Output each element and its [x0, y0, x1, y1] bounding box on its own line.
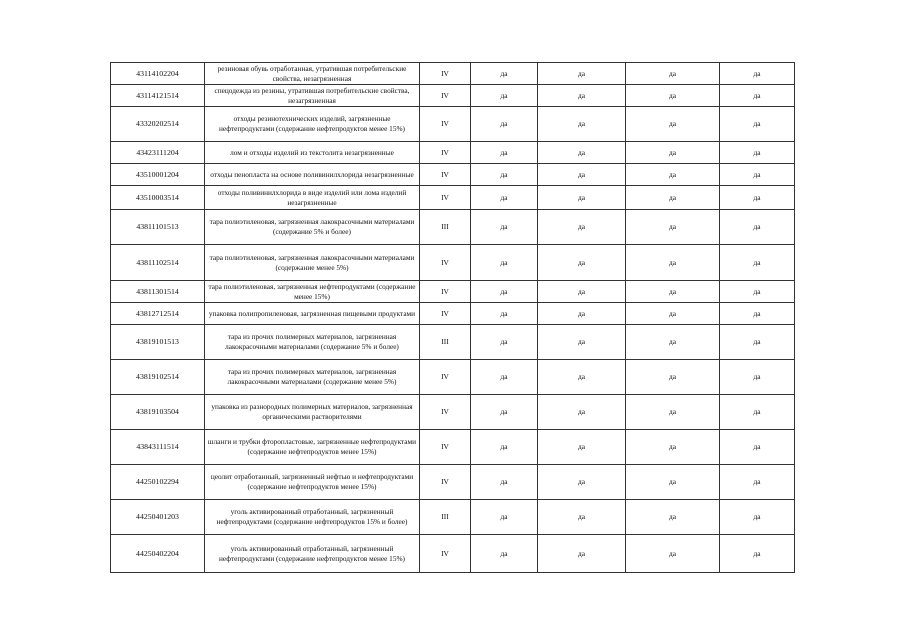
table-row	[111, 325, 795, 360]
flag-cell: да	[538, 210, 626, 245]
flag-cell: да	[720, 186, 795, 210]
flag-cell: да	[720, 85, 795, 107]
flag-cell: да	[538, 85, 626, 107]
flag-cell: да	[626, 85, 720, 107]
waste-name-cell: тара из прочих полимерных материалов, загрязненная лакокрасочными материалами (содержание 5% и более)	[205, 325, 420, 360]
flag-cell: да	[538, 164, 626, 186]
flag-cell: да	[538, 245, 626, 281]
flag-cell: да	[471, 85, 538, 107]
table-row	[111, 186, 795, 210]
flag-cell: да	[471, 245, 538, 281]
flag-cell: да	[626, 210, 720, 245]
flag-cell: да	[538, 465, 626, 500]
flag-cell: да	[720, 535, 795, 573]
waste-name-cell: цеолит отработанный, загрязненный нефтью и нефтепродуктами (содержание нефтепродуктов менее 15%)	[205, 465, 420, 500]
table-row	[111, 245, 795, 281]
flag-cell: да	[538, 303, 626, 325]
flag-cell: да	[471, 535, 538, 573]
table-row	[111, 465, 795, 500]
waste-name-cell: упаковка полипропиленовая, загрязненная пищевыми продуктами	[205, 303, 420, 325]
flag-cell: да	[538, 325, 626, 360]
flag-cell: да	[626, 107, 720, 142]
flag-cell: да	[538, 142, 626, 164]
hazard-class-cell: III	[420, 325, 471, 360]
flag-cell: да	[626, 142, 720, 164]
flag-cell: да	[626, 325, 720, 360]
table-row	[111, 210, 795, 245]
hazard-class-cell: IV	[420, 142, 471, 164]
waste-code-cell: 43510003514	[111, 186, 205, 210]
flag-cell: да	[720, 210, 795, 245]
hazard-class-cell: IV	[420, 395, 471, 430]
flag-cell: да	[626, 245, 720, 281]
table-row	[111, 500, 795, 535]
waste-code-cell: 43811101513	[111, 210, 205, 245]
hazard-class-cell: IV	[420, 430, 471, 465]
waste-table	[110, 62, 795, 573]
flag-cell: да	[471, 430, 538, 465]
flag-cell: да	[720, 164, 795, 186]
waste-code-cell: 43812712514	[111, 303, 205, 325]
flag-cell: да	[471, 465, 538, 500]
waste-name-cell: лом и отходы изделий из текстолита незагрязненные	[205, 142, 420, 164]
flag-cell: да	[626, 63, 720, 85]
flag-cell: да	[471, 210, 538, 245]
hazard-class-cell: IV	[420, 360, 471, 395]
flag-cell: да	[471, 325, 538, 360]
table-row	[111, 360, 795, 395]
hazard-class-cell: IV	[420, 281, 471, 303]
flag-cell: да	[720, 325, 795, 360]
waste-code-cell: 44250102294	[111, 465, 205, 500]
waste-name-cell: тара из прочих полимерных материалов, загрязненная лакокрасочными материалами (содержание менее 5%)	[205, 360, 420, 395]
waste-name-cell: шланги и трубки фторопластовые, загрязненные нефтепродуктами (содержание нефтепродуктов менее 15%)	[205, 430, 420, 465]
flag-cell: да	[626, 500, 720, 535]
flag-cell: да	[626, 535, 720, 573]
waste-code-cell: 44250401203	[111, 500, 205, 535]
hazard-class-cell: IV	[420, 107, 471, 142]
flag-cell: да	[471, 281, 538, 303]
waste-name-cell: отходы пенопласта на основе поливинилхлорида незагрязненные	[205, 164, 420, 186]
flag-cell: да	[720, 281, 795, 303]
flag-cell: да	[720, 500, 795, 535]
flag-cell: да	[720, 63, 795, 85]
flag-cell: да	[626, 186, 720, 210]
flag-cell: да	[626, 465, 720, 500]
flag-cell: да	[626, 430, 720, 465]
flag-cell: да	[538, 107, 626, 142]
waste-name-cell: отходы поливинилхлорида в виде изделий или лома изделий незагрязненные	[205, 186, 420, 210]
waste-code-cell: 43819103504	[111, 395, 205, 430]
flag-cell: да	[626, 281, 720, 303]
table-row	[111, 430, 795, 465]
flag-cell: да	[471, 63, 538, 85]
flag-cell: да	[538, 395, 626, 430]
table-row	[111, 281, 795, 303]
flag-cell: да	[538, 360, 626, 395]
hazard-class-cell: IV	[420, 186, 471, 210]
flag-cell: да	[538, 63, 626, 85]
flag-cell: да	[720, 107, 795, 142]
flag-cell: да	[471, 142, 538, 164]
flag-cell: да	[720, 142, 795, 164]
waste-code-cell: 43423111204	[111, 142, 205, 164]
waste-code-cell: 43819102514	[111, 360, 205, 395]
flag-cell: да	[471, 500, 538, 535]
flag-cell: да	[720, 360, 795, 395]
waste-name-cell: тара полиэтиленовая, загрязненная нефтепродуктами (содержание менее 15%)	[205, 281, 420, 303]
flag-cell: да	[626, 395, 720, 430]
table-row	[111, 303, 795, 325]
flag-cell: да	[626, 360, 720, 395]
flag-cell: да	[471, 303, 538, 325]
flag-cell: да	[538, 186, 626, 210]
waste-name-cell: спецодежда из резины, утратившая потребительские свойства, незагрязненная	[205, 85, 420, 107]
flag-cell: да	[471, 360, 538, 395]
flag-cell: да	[538, 281, 626, 303]
waste-code-cell: 43811301514	[111, 281, 205, 303]
flag-cell: да	[538, 430, 626, 465]
flag-cell: да	[626, 164, 720, 186]
hazard-class-cell: IV	[420, 465, 471, 500]
waste-code-cell: 44250402204	[111, 535, 205, 573]
waste-table-body	[111, 63, 795, 573]
table-row	[111, 107, 795, 142]
waste-name-cell: уголь активированный отработанный, загрязненный нефтепродуктами (содержание нефтепродуктов менее 15%)	[205, 535, 420, 573]
waste-code-cell: 43320202514	[111, 107, 205, 142]
flag-cell: да	[626, 303, 720, 325]
flag-cell: да	[720, 430, 795, 465]
waste-code-cell: 43843111514	[111, 430, 205, 465]
waste-code-cell: 43510001204	[111, 164, 205, 186]
flag-cell: да	[720, 395, 795, 430]
flag-cell: да	[538, 535, 626, 573]
waste-name-cell: тара полиэтиленовая, загрязненная лакокрасочными материалами (содержание 5% и более)	[205, 210, 420, 245]
flag-cell: да	[471, 186, 538, 210]
waste-code-cell: 43811102514	[111, 245, 205, 281]
hazard-class-cell: IV	[420, 85, 471, 107]
waste-name-cell: отходы резинотехнических изделий, загрязненные нефтепродуктами (содержание нефтепродуктов менее 15%)	[205, 107, 420, 142]
hazard-class-cell: III	[420, 500, 471, 535]
waste-name-cell: упаковка из разнородных полимерных материалов, загрязненная органическими растворителями	[205, 395, 420, 430]
flag-cell: да	[538, 500, 626, 535]
hazard-class-cell: IV	[420, 303, 471, 325]
flag-cell: да	[471, 395, 538, 430]
waste-code-cell: 43819101513	[111, 325, 205, 360]
hazard-class-cell: III	[420, 210, 471, 245]
flag-cell: да	[720, 303, 795, 325]
table-row	[111, 535, 795, 573]
table-row	[111, 164, 795, 186]
waste-name-cell: резиновая обувь отработанная, утратившая потребительские свойства, незагрязненная	[205, 63, 420, 85]
hazard-class-cell: IV	[420, 535, 471, 573]
table-row	[111, 142, 795, 164]
flag-cell: да	[471, 164, 538, 186]
hazard-class-cell: IV	[420, 164, 471, 186]
table-row	[111, 85, 795, 107]
table-row	[111, 63, 795, 85]
waste-code-cell: 43114102204	[111, 63, 205, 85]
table-row	[111, 395, 795, 430]
waste-name-cell: тара полиэтиленовая, загрязненная лакокрасочными материалами (содержание менее 5%)	[205, 245, 420, 281]
flag-cell: да	[720, 245, 795, 281]
flag-cell: да	[720, 465, 795, 500]
flag-cell: да	[471, 107, 538, 142]
waste-code-cell: 43114121514	[111, 85, 205, 107]
hazard-class-cell: IV	[420, 63, 471, 85]
waste-name-cell: уголь активированный отработанный, загрязненный нефтепродуктами (содержание нефтепродуктов 15% и более)	[205, 500, 420, 535]
hazard-class-cell: IV	[420, 245, 471, 281]
